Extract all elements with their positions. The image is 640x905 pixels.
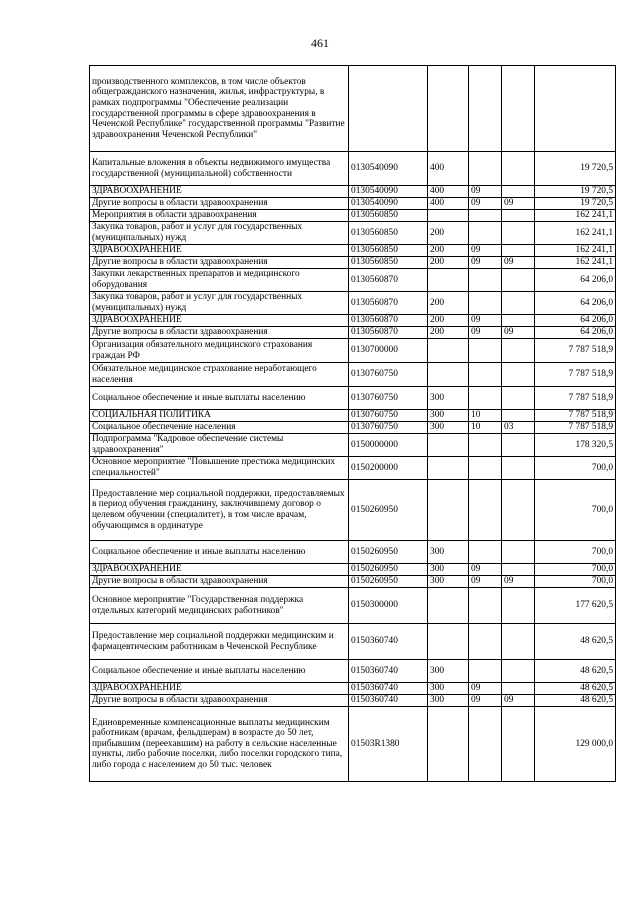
table-row	[90, 363, 616, 387]
row-subsection-cell: 09	[502, 327, 535, 339]
row-amount-cell: 162 241,1	[535, 257, 616, 269]
row-section-cell	[469, 707, 502, 782]
row-subsection-cell: 09	[502, 576, 535, 588]
row-amount-cell: 48 620,5	[535, 624, 616, 660]
row-amount-cell: 19 720,5	[535, 186, 616, 198]
row-amount-cell: 700,0	[535, 457, 616, 480]
row-subsection-cell	[502, 683, 535, 695]
row-name-cell: Капитальные вложения в объекты недвижимого имущества государственной (муниципальной) собственности	[90, 152, 349, 186]
row-amount-cell: 162 241,1	[535, 245, 616, 257]
row-section-cell: 09	[469, 245, 502, 257]
row-name-cell: ЗДРАВООХРАНЕНИЕ	[90, 315, 349, 327]
row-expense-type-cell	[428, 66, 469, 152]
row-section-cell: 09	[469, 695, 502, 707]
row-expense-type-cell: 300	[428, 576, 469, 588]
table-row	[90, 186, 616, 198]
row-amount-cell: 19 720,5	[535, 198, 616, 210]
row-name-cell: Социальное обеспечение и иные выплаты населению	[90, 541, 349, 564]
page-number: 461	[311, 36, 329, 50]
row-code-cell: 0150360740	[349, 624, 428, 660]
table-row	[90, 292, 616, 315]
row-subsection-cell	[502, 339, 535, 363]
row-code-cell: 0150360740	[349, 695, 428, 707]
row-name-cell: Другие вопросы в области здравоохранения	[90, 576, 349, 588]
row-amount-cell: 64 206,0	[535, 327, 616, 339]
row-expense-type-cell: 200	[428, 292, 469, 315]
row-section-cell	[469, 457, 502, 480]
row-code-cell: 0130560870	[349, 292, 428, 315]
row-section-cell: 09	[469, 564, 502, 576]
row-name-cell: Закупки лекарственных препаратов и медицинского оборудования	[90, 269, 349, 292]
row-section-cell: 09	[469, 315, 502, 327]
row-amount-cell: 7 787 518,9	[535, 410, 616, 422]
row-subsection-cell: 09	[502, 257, 535, 269]
row-section-cell	[469, 152, 502, 186]
row-subsection-cell	[502, 410, 535, 422]
row-amount-cell: 64 206,0	[535, 292, 616, 315]
table-row	[90, 564, 616, 576]
row-subsection-cell: 09	[502, 198, 535, 210]
row-code-cell: 0130540090	[349, 186, 428, 198]
row-name-cell: Организация обязательного медицинского страхования граждан РФ	[90, 339, 349, 363]
table-row	[90, 683, 616, 695]
row-name-cell: Обязательное медицинское страхование неработающего населения	[90, 363, 349, 387]
row-subsection-cell	[502, 564, 535, 576]
row-amount-cell: 7 787 518,9	[535, 363, 616, 387]
table-row	[90, 695, 616, 707]
row-name-cell: Предоставление мер социальной поддержки, предоставляемых в период обучения гражданину, заключившему договор о целевом обучении (специалитет), в том числе врачам, обучающимся в ординатуре	[90, 480, 349, 541]
row-subsection-cell	[502, 152, 535, 186]
row-code-cell: 0150300000	[349, 588, 428, 624]
row-section-cell: 09	[469, 327, 502, 339]
row-code-cell: 0130540090	[349, 198, 428, 210]
row-subsection-cell	[502, 387, 535, 410]
row-code-cell: 0130560870	[349, 269, 428, 292]
row-section-cell	[469, 339, 502, 363]
row-expense-type-cell	[428, 339, 469, 363]
row-code-cell: 0130560850	[349, 222, 428, 245]
row-name-cell: СОЦИАЛЬНАЯ ПОЛИТИКА	[90, 410, 349, 422]
row-code-cell: 0150000000	[349, 434, 428, 457]
row-section-cell: 10	[469, 422, 502, 434]
row-subsection-cell	[502, 624, 535, 660]
row-section-cell	[469, 588, 502, 624]
row-expense-type-cell: 300	[428, 695, 469, 707]
row-name-cell: ЗДРАВООХРАНЕНИЕ	[90, 683, 349, 695]
row-amount-cell: 64 206,0	[535, 269, 616, 292]
row-subsection-cell	[502, 660, 535, 683]
table-row	[90, 387, 616, 410]
row-code-cell: 0130760750	[349, 410, 428, 422]
row-amount-cell: 48 620,5	[535, 695, 616, 707]
row-amount-cell: 48 620,5	[535, 683, 616, 695]
row-section-cell: 09	[469, 198, 502, 210]
table-row	[90, 198, 616, 210]
row-expense-type-cell: 300	[428, 660, 469, 683]
table-row	[90, 660, 616, 683]
row-section-cell	[469, 222, 502, 245]
row-code-cell: 0150260950	[349, 576, 428, 588]
row-code-cell: 0150360740	[349, 683, 428, 695]
row-section-cell	[469, 269, 502, 292]
row-name-cell: Мероприятия в области здравоохранения	[90, 210, 349, 222]
table-row	[90, 410, 616, 422]
row-subsection-cell	[502, 186, 535, 198]
row-expense-type-cell: 300	[428, 564, 469, 576]
row-subsection-cell	[502, 363, 535, 387]
row-code-cell: 0150200000	[349, 457, 428, 480]
row-expense-type-cell: 200	[428, 222, 469, 245]
table-row	[90, 315, 616, 327]
table-row	[90, 66, 616, 152]
row-subsection-cell	[502, 541, 535, 564]
row-name-cell: Другие вопросы в области здравоохранения	[90, 695, 349, 707]
row-code-cell: 0130760750	[349, 387, 428, 410]
row-section-cell	[469, 541, 502, 564]
row-expense-type-cell: 200	[428, 315, 469, 327]
row-expense-type-cell	[428, 457, 469, 480]
row-expense-type-cell	[428, 363, 469, 387]
row-name-cell: ЗДРАВООХРАНЕНИЕ	[90, 245, 349, 257]
table-row	[90, 434, 616, 457]
row-name-cell: ЗДРАВООХРАНЕНИЕ	[90, 186, 349, 198]
row-expense-type-cell	[428, 588, 469, 624]
table-row	[90, 588, 616, 624]
row-name-cell: Закупка товаров, работ и услуг для государственных (муниципальных) нужд	[90, 222, 349, 245]
row-code-cell: 01503R1380	[349, 707, 428, 782]
row-subsection-cell	[502, 480, 535, 541]
row-expense-type-cell	[428, 434, 469, 457]
row-section-cell	[469, 480, 502, 541]
table-row	[90, 541, 616, 564]
budget-table-body	[90, 66, 616, 782]
row-name-cell: Социальное обеспечение и иные выплаты населению	[90, 387, 349, 410]
row-code-cell: 0150260950	[349, 541, 428, 564]
row-section-cell	[469, 363, 502, 387]
row-section-cell: 09	[469, 576, 502, 588]
row-expense-type-cell: 200	[428, 245, 469, 257]
row-subsection-cell	[502, 292, 535, 315]
row-amount-cell: 700,0	[535, 576, 616, 588]
row-name-cell: Единовременные компенсационные выплаты медицинским работникам (врачам, фельдшерам) в возрасте до 50 лет, прибывшим (переехавшим) на работу в сельские населенные пункты, либо рабочие поселки, либо поселки городского типа, либо города с населением до 50 тыс. человек	[90, 707, 349, 782]
row-code-cell: 0130760750	[349, 422, 428, 434]
row-amount-cell: 700,0	[535, 480, 616, 541]
row-amount-cell: 162 241,1	[535, 222, 616, 245]
row-code-cell: 0150360740	[349, 660, 428, 683]
row-subsection-cell	[502, 66, 535, 152]
row-expense-type-cell: 200	[428, 257, 469, 269]
table-row	[90, 457, 616, 480]
row-expense-type-cell: 400	[428, 186, 469, 198]
row-section-cell	[469, 66, 502, 152]
table-row	[90, 222, 616, 245]
row-expense-type-cell: 200	[428, 327, 469, 339]
row-expense-type-cell	[428, 624, 469, 660]
row-subsection-cell	[502, 315, 535, 327]
row-name-cell: Подпрограмма "Кадровое обеспечение системы здравоохранения"	[90, 434, 349, 457]
table-row	[90, 152, 616, 186]
table-row	[90, 210, 616, 222]
row-code-cell: 0130560870	[349, 315, 428, 327]
row-subsection-cell	[502, 222, 535, 245]
table-row	[90, 422, 616, 434]
table-row	[90, 257, 616, 269]
row-name-cell: Другие вопросы в области здравоохранения	[90, 327, 349, 339]
row-code-cell: 0130560850	[349, 257, 428, 269]
table-row	[90, 245, 616, 257]
row-name-cell: ЗДРАВООХРАНЕНИЕ	[90, 564, 349, 576]
row-code-cell: 0130760750	[349, 363, 428, 387]
row-code-cell: 0130700000	[349, 339, 428, 363]
row-amount-cell: 178 320,5	[535, 434, 616, 457]
row-expense-type-cell: 400	[428, 198, 469, 210]
row-subsection-cell	[502, 245, 535, 257]
row-expense-type-cell	[428, 707, 469, 782]
row-code-cell: 0150260950	[349, 480, 428, 541]
row-expense-type-cell	[428, 480, 469, 541]
row-code-cell	[349, 66, 428, 152]
row-subsection-cell	[502, 588, 535, 624]
row-amount-cell: 700,0	[535, 564, 616, 576]
row-section-cell	[469, 210, 502, 222]
table-row	[90, 707, 616, 782]
row-name-cell: Закупка товаров, работ и услуг для государственных (муниципальных) нужд	[90, 292, 349, 315]
row-expense-type-cell: 300	[428, 541, 469, 564]
row-code-cell: 0130560850	[349, 245, 428, 257]
row-name-cell: Другие вопросы в области здравоохранения	[90, 198, 349, 210]
table-row	[90, 576, 616, 588]
row-amount-cell: 48 620,5	[535, 660, 616, 683]
row-section-cell: 10	[469, 410, 502, 422]
row-name-cell: Предоставление мер социальной поддержки медицинским и фармацевтическим работникам в Чеченской Республике	[90, 624, 349, 660]
row-code-cell: 0130560870	[349, 327, 428, 339]
row-amount-cell: 177 620,5	[535, 588, 616, 624]
row-expense-type-cell: 300	[428, 422, 469, 434]
row-subsection-cell	[502, 210, 535, 222]
row-expense-type-cell: 300	[428, 387, 469, 410]
row-amount-cell: 7 787 518,9	[535, 422, 616, 434]
row-subsection-cell	[502, 707, 535, 782]
row-expense-type-cell	[428, 269, 469, 292]
table-row	[90, 339, 616, 363]
row-amount-cell: 19 720,5	[535, 152, 616, 186]
row-code-cell: 0130540090	[349, 152, 428, 186]
table-row	[90, 480, 616, 541]
row-section-cell	[469, 434, 502, 457]
row-name-cell: Социальное обеспечение населения	[90, 422, 349, 434]
row-code-cell: 0150260950	[349, 564, 428, 576]
row-section-cell	[469, 292, 502, 315]
budget-table	[89, 65, 616, 782]
table-row	[90, 269, 616, 292]
row-section-cell: 09	[469, 683, 502, 695]
row-subsection-cell	[502, 434, 535, 457]
row-amount-cell: 64 206,0	[535, 315, 616, 327]
row-code-cell: 0130560850	[349, 210, 428, 222]
row-expense-type-cell: 300	[428, 683, 469, 695]
table-row	[90, 624, 616, 660]
row-name-cell: Основное мероприятие "Государственная поддержка отдельных категорий медицинских работников"	[90, 588, 349, 624]
row-section-cell	[469, 387, 502, 410]
row-name-cell: Основное мероприятие "Повышение престижа медицинских специальностей"	[90, 457, 349, 480]
row-amount-cell	[535, 66, 616, 152]
row-subsection-cell: 03	[502, 422, 535, 434]
row-name-cell: Социальное обеспечение и иные выплаты населению	[90, 660, 349, 683]
row-amount-cell: 7 787 518,9	[535, 387, 616, 410]
row-amount-cell: 162 241,1	[535, 210, 616, 222]
row-section-cell: 09	[469, 186, 502, 198]
row-section-cell: 09	[469, 257, 502, 269]
row-expense-type-cell: 300	[428, 410, 469, 422]
row-subsection-cell: 09	[502, 695, 535, 707]
row-section-cell	[469, 660, 502, 683]
row-amount-cell: 7 787 518,9	[535, 339, 616, 363]
row-name-cell: производственного комплексов, в том числе объектов общегражданского назначения, жилья, инфраструктуры, в рамках подпрограммы "Обеспечение реализации государственной программы в сфере здравоохранения в Чеченской Республике" государственной программы "Развитие здравоохранения Чеченской Республики"	[90, 66, 349, 152]
row-amount-cell: 129 000,0	[535, 707, 616, 782]
row-section-cell	[469, 624, 502, 660]
row-name-cell: Другие вопросы в области здравоохранения	[90, 257, 349, 269]
row-subsection-cell	[502, 457, 535, 480]
row-amount-cell: 700,0	[535, 541, 616, 564]
table-row	[90, 327, 616, 339]
row-subsection-cell	[502, 269, 535, 292]
row-expense-type-cell: 400	[428, 152, 469, 186]
row-expense-type-cell	[428, 210, 469, 222]
